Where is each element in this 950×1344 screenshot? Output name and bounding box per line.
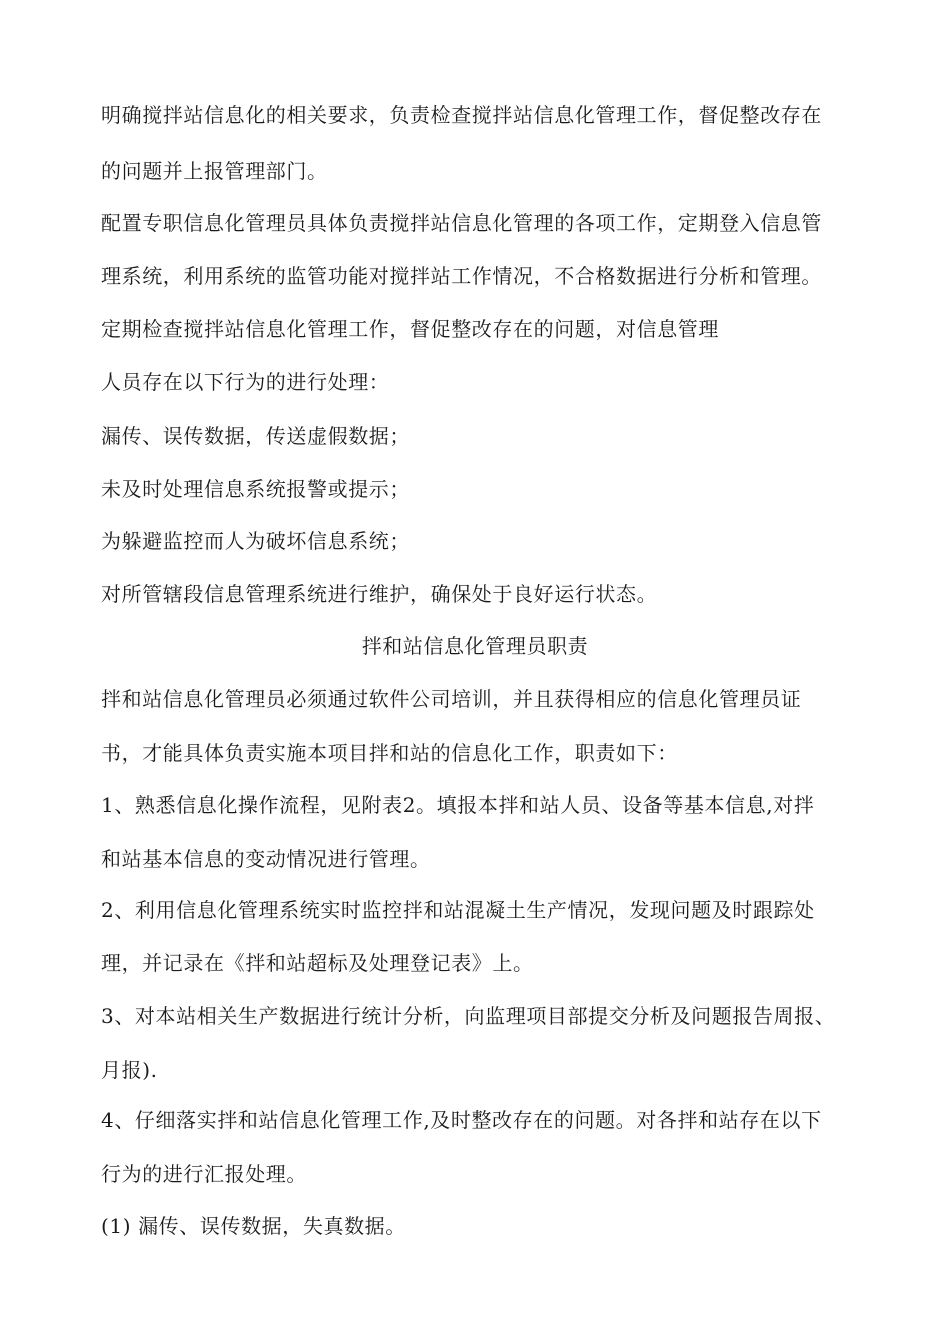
duty-item-continuation: 行为的进行汇报处理。 xyxy=(101,1162,307,1186)
paragraph-line: 配置专职信息化管理员具体负责搅拌站信息化管理的各项工作，定期登入信息管 xyxy=(101,211,822,235)
list-item: 未及时处理信息系统报警或提示； xyxy=(101,477,410,501)
duty-item-continuation: 月报). xyxy=(101,1058,158,1082)
paragraph-line: 定期检查搅拌站信息化管理工作，督促整改存在的问题，对信息管理 xyxy=(101,317,719,341)
paragraph-line: 对所管辖段信息管理系统进行维护，确保处于良好运行状态。 xyxy=(101,582,658,606)
duty-item: 4、仔细落实拌和站信息化管理工作,及时整改存在的问题。对各拌和站存在以下 xyxy=(101,1108,822,1132)
paragraph-line: 理系统，利用系统的监管功能对搅拌站工作情况，不合格数据进行分析和管理。 xyxy=(101,264,822,288)
duty-item-continuation: 和站基本信息的变动情况进行管理。 xyxy=(101,847,431,871)
paragraph-line: 书，才能具体负责实施本项目拌和站的信息化工作，职责如下： xyxy=(101,741,678,765)
duty-item: 2、利用信息化管理系统实时监控拌和站混凝土生产情况，发现问题及时跟踪处 xyxy=(101,898,815,922)
sub-list-item: (1) 漏传、误传数据，失真数据。 xyxy=(101,1214,406,1238)
paragraph-line: 拌和站信息化管理员必须通过软件公司培训，并且获得相应的信息化管理员证 xyxy=(101,687,802,711)
section-title: 拌和站信息化管理员职责 xyxy=(361,634,589,658)
list-item: 漏传、误传数据，传送虚假数据； xyxy=(101,424,410,448)
duty-item-continuation: 理，并记录在《拌和站超标及处理登记表》上。 xyxy=(101,951,534,975)
duty-item: 3、对本站相关生产数据进行统计分析，向监理项目部提交分析及问题报告周报、 xyxy=(101,1004,836,1028)
duty-item: 1、熟悉信息化操作流程，见附表2。填报本拌和站人员、设备等基本信息,对拌 xyxy=(101,793,815,817)
list-item: 为躲避监控而人为破坏信息系统； xyxy=(101,529,410,553)
paragraph-line: 明确搅拌站信息化的相关要求，负责检查搅拌站信息化管理工作，督促整改存在 xyxy=(101,103,822,127)
paragraph-line: 人员存在以下行为的进行处理： xyxy=(101,370,390,394)
paragraph-line: 的问题并上报管理部门。 xyxy=(101,159,328,183)
